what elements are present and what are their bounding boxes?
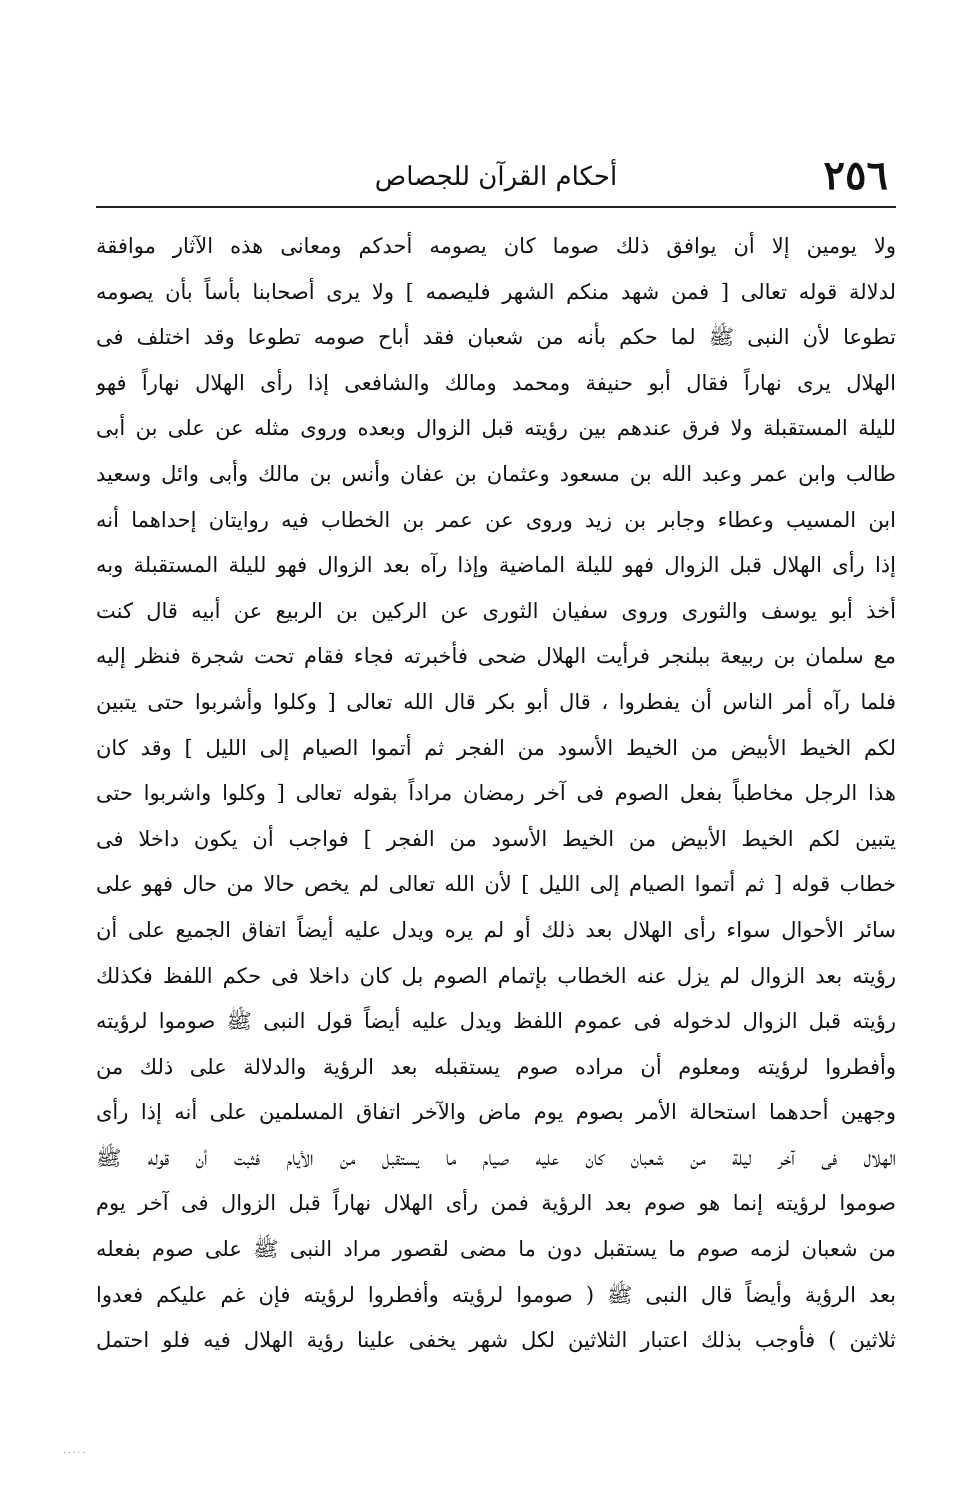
running-title: أحكام القرآن للجصاص bbox=[374, 162, 618, 192]
text-line: فلما رآه أمر الناس أن يفطروا ، قال أبو بكر قال الله تعالى [ وكلوا وأشربوا حتى يتبين bbox=[96, 689, 896, 714]
text-line: ابن المسيب وعطاء وجابر بن زيد وروى عن عمر بن الخطاب فيه روايتان إحداهما أنه bbox=[96, 507, 896, 532]
text-line: خطاب قوله [ ثم أتموا الصيام إلى الليل ] لأن الله تعالى لم يخص حالا من حال فهو على bbox=[96, 872, 896, 897]
text-line: رؤيته بعد الزوال لم يزل عنه الخطاب بإتمام الصوم بل كان داخلا فى حكم اللفظ فكذلك bbox=[96, 963, 896, 988]
text-line: لليلة المستقبلة ولا فرق عندهم بين رؤيته قبل الزوال وبعده وروى مثله عن على بن أبى bbox=[96, 416, 896, 441]
text-line: لكم الخيط الأبيض من الخيط الأسود من الفجر ثم أتموا الصيام إلى الليل ] وقد كان bbox=[96, 735, 896, 760]
text-line: طالب وابن عمر وعبد الله بن مسعود وعثمان بن عفان وأنس بن مالك وأبى وائل وسعيد bbox=[96, 461, 896, 486]
text-line: وأفطروا لرؤيته ومعلوم أن مراده صوم يستقبله بعد الرؤية والدلالة على ذلك من bbox=[96, 1054, 896, 1079]
body-text bbox=[96, 224, 896, 1364]
text-line: الهلال فى آخر ليلة من شعبان كان عليه صيام ما يستقبل من الأيام فثبت أن قوله ﷺ bbox=[96, 1145, 896, 1170]
text-line: من شعبان لزمه صوم ما يستقبل دون ما مضى لقصور مراد النبى ﷺ على صوم بفعله bbox=[96, 1237, 896, 1262]
text-line: إذا رأى الهلال قبل الزوال فهو لليلة الماضية وإذا رآه بعد الزوال فهو لليلة المستقبلة وبه bbox=[96, 553, 896, 578]
text-line: رؤيته قبل الزوال لدخوله فى عموم اللفظ ويدل عليه أيضاً قول النبى ﷺ صوموا لرؤيته bbox=[96, 1009, 896, 1034]
text-line: يتبين لكم الخيط الأبيض من الخيط الأسود من الفجر ] فواجب أن يكون داخلا فى bbox=[96, 826, 896, 851]
text-line: بعد الرؤية وأيضاً قال النبى ﷺ ( صوموا لرؤيته وأفطروا لرؤيته فإن غم عليكم فعدوا bbox=[96, 1282, 896, 1307]
text-line: أخذ أبو يوسف والثورى وروى سفيان الثورى عن الركين بن الربيع عن أبيه قال كنت bbox=[96, 598, 896, 623]
header-divider bbox=[96, 206, 896, 208]
text-line: تطوعا لأن النبى ﷺ لما حكم بأنه من شعبان فقد أباح صومه تطوعا وقد اختلف فى bbox=[96, 325, 896, 350]
text-line: صوموا لرؤيته إنما هو صوم بعد الرؤية فمن رأى الهلال نهاراً قبل الزوال فى آخر يوم bbox=[96, 1191, 896, 1216]
page-header bbox=[96, 150, 896, 208]
text-line: مع سلمان بن ربيعة ببلنجر فرأيت الهلال ضحى فأخبرته فجاء فقام تحت شجرة فنظر إليه bbox=[96, 644, 896, 669]
text-line: الهلال يرى نهاراً فقال أبو حنيفة ومحمد ومالك والشافعى إذا رأى الهلال نهاراً فهو bbox=[96, 370, 896, 395]
text-line: ولا يومين إلا أن يوافق ذلك صوما كان يصومه أحدكم ومعانى هذه الآثار موافقة bbox=[96, 234, 896, 258]
text-line: وجهين أحدهما استحالة الأمر بصوم يوم ماض والآخر اتفاق المسلمين على أنه إذا رأى bbox=[96, 1100, 896, 1125]
text-line: ثلاثين ) فأوجب بذلك اعتبار الثلاثين لكل شهر يخفى علينا رؤية الهلال فيه فلو احتمل bbox=[96, 1328, 896, 1353]
text-line: هذا الرجل مخاطباً بفعل الصوم فى آخر رمضان مراداً بقوله تعالى [ وكلوا واشربوا حتى bbox=[96, 781, 896, 806]
footer-mark: ٠٠٠٠٠ bbox=[62, 1448, 87, 1458]
text-line: سائر الأحوال سواء رأى الهلال بعد ذلك أو لم يره ويدل عليه أيضاً اتفاق الجميع على أن bbox=[96, 917, 896, 942]
page-number: ٢٥٦ bbox=[823, 152, 888, 199]
text-line: لدلالة قوله تعالى [ فمن شهد منكم الشهر فليصمه ] ولا يرى أصحابنا بأساً بأن يصومه bbox=[96, 279, 896, 304]
